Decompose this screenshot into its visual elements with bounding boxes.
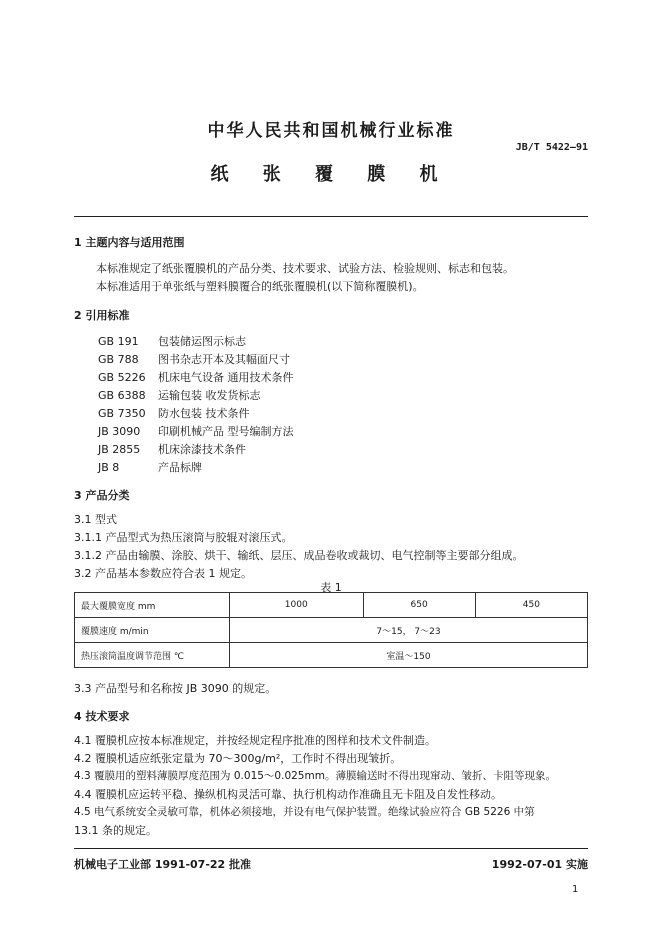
reference-code: GB 788 bbox=[98, 353, 139, 366]
document-title: 纸 张 覆 膜 机 bbox=[210, 164, 452, 185]
clause-4-5-continued: 13.1 条的规定。 bbox=[74, 824, 157, 837]
clause-3-1: 3.1 型式 bbox=[74, 513, 117, 526]
header-divider bbox=[74, 216, 588, 217]
parameters-table bbox=[74, 592, 588, 668]
table-row bbox=[75, 593, 588, 618]
reference-item bbox=[98, 405, 250, 421]
reference-title: 防水包装 技术条件 bbox=[158, 407, 250, 420]
reference-item bbox=[98, 333, 246, 349]
reference-item bbox=[98, 351, 290, 367]
section-2-heading: 2 引用标准 bbox=[74, 309, 130, 322]
clause-4-1: 4.1 覆膜机应按本标准规定，并按经规定程序批准的图样和技术文件制造。 bbox=[74, 734, 436, 747]
section-1-paragraph-2: 本标准适用于单张纸与塑料膜覆合的纸张覆膜机(以下简称覆膜机)。 bbox=[96, 280, 424, 293]
table-cell-label: 覆膜速度 m/min bbox=[75, 618, 230, 643]
reference-item bbox=[98, 387, 261, 403]
reference-title: 机床电气设备 通用技术条件 bbox=[158, 371, 294, 384]
reference-title: 印刷机械产品 型号编制方法 bbox=[158, 425, 294, 438]
reference-code: JB 3090 bbox=[98, 425, 141, 438]
table-cell: 7～15， 7～23 bbox=[230, 618, 588, 643]
page-number: 1 bbox=[572, 884, 579, 895]
reference-title: 图书杂志开本及其幅面尺寸 bbox=[158, 353, 290, 366]
table-cell: 1000 bbox=[230, 593, 364, 618]
document-code: JB/T 5422—91 bbox=[515, 142, 588, 153]
table-cell: 650 bbox=[363, 593, 475, 618]
reference-code: JB 2855 bbox=[98, 443, 141, 456]
clause-3-3: 3.3 产品型号和名称按 JB 3090 的规定。 bbox=[74, 682, 277, 695]
table-caption: 表 1 bbox=[320, 581, 342, 594]
table-cell-label: 最大覆膜宽度 mm bbox=[75, 593, 230, 618]
reference-item bbox=[98, 459, 202, 475]
reference-title: 包装储运图示标志 bbox=[158, 335, 246, 348]
section-4-heading: 4 技术要求 bbox=[74, 710, 130, 723]
reference-code: GB 5226 bbox=[98, 371, 146, 384]
approval-note: 机械电子工业部 1991-07-22 批准 bbox=[74, 858, 252, 871]
reference-code: JB 8 bbox=[98, 461, 120, 474]
section-3-heading: 3 产品分类 bbox=[74, 489, 130, 502]
table-cell: 室温～150 bbox=[230, 643, 588, 668]
clause-3-1-1: 3.1.1 产品型式为热压滚筒与胶辊对滚压式。 bbox=[74, 531, 293, 544]
reference-code: GB 191 bbox=[98, 335, 139, 348]
standard-title: 中华人民共和国机械行业标准 bbox=[207, 121, 455, 141]
section-1-heading: 1 主题内容与适用范围 bbox=[74, 236, 185, 249]
reference-item bbox=[98, 441, 246, 457]
table-cell-label: 热压滚筒温度调节范围 ℃ bbox=[75, 643, 230, 668]
clause-4-3: 4.3 覆膜用的塑料薄膜厚度范围为 0.015～0.025mm。薄膜输送时不得出现窜动、皱折、卡阻等现象。 bbox=[74, 770, 556, 782]
reference-item bbox=[98, 423, 294, 439]
table-cell: 450 bbox=[475, 593, 587, 618]
clause-3-1-2: 3.1.2 产品由输膜、涂胶、烘干、输纸、层压、成品卷收或裁切、电气控制等主要部分组成。 bbox=[74, 549, 524, 562]
table-row bbox=[75, 618, 588, 643]
reference-title: 产品标牌 bbox=[158, 461, 202, 474]
clause-4-2: 4.2 覆膜机适应纸张定量为 70～300g/m²，工作时不得出现皱折。 bbox=[74, 752, 402, 765]
implementation-note: 1992-07-01 实施 bbox=[491, 858, 588, 871]
reference-code: GB 6388 bbox=[98, 389, 146, 402]
reference-code: GB 7350 bbox=[98, 407, 146, 420]
clause-4-5: 4.5 电气系统安全灵敏可靠，机体必须接地，并设有电气保护装置。绝缘试验应符合 GB 5226 中第 bbox=[74, 806, 535, 818]
reference-item bbox=[98, 369, 294, 385]
clause-4-4: 4.4 覆膜机应运转平稳、操纵机构灵活可靠、执行机构动作准确且无卡阻及自发性移动。 bbox=[74, 788, 502, 801]
clause-3-2: 3.2 产品基本参数应符合表 1 规定。 bbox=[74, 567, 252, 580]
reference-title: 运输包装 收发货标志 bbox=[158, 389, 261, 402]
footer-divider bbox=[74, 848, 588, 849]
reference-title: 机床涂漆技术条件 bbox=[158, 443, 246, 456]
table-row bbox=[75, 643, 588, 668]
section-1-paragraph-1: 本标准规定了纸张覆膜机的产品分类、技术要求、试验方法、检验规则、标志和包装。 bbox=[96, 262, 514, 275]
